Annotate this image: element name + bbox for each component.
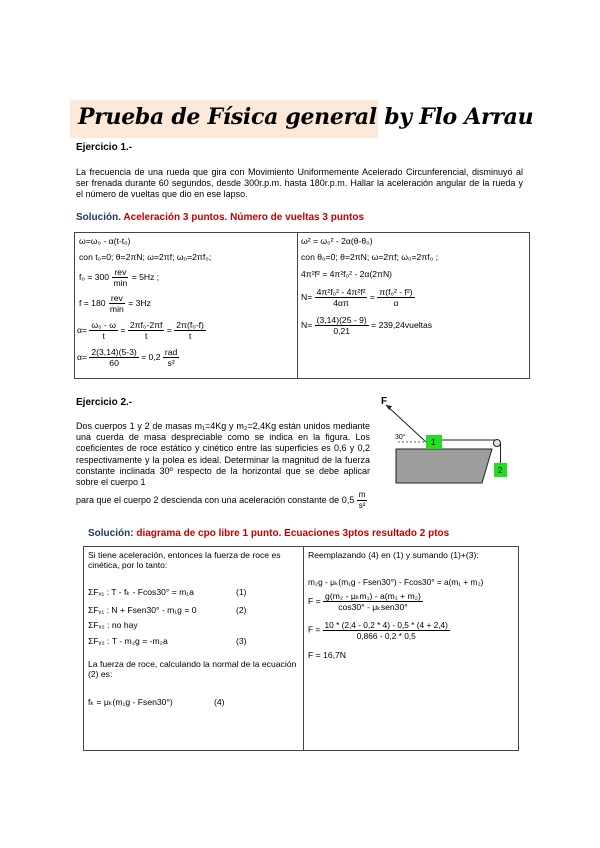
exercise-2-statement: Dos cuerpos 1 y 2 de masas m₁=4Kg y m₂=2,4Kg están unidos mediante una cuerda de masa despreciable como se indica en la figura. Los coeficientes de roce estático y cinético entre las superficies es 0,6 y 0,2 respectivamente y la polea es ideal. Determinar la magnitud de la fuerza constante inclinada 30º respecto de la horizontal que se debe aplicar sobre el cuerpo 1: [76, 421, 370, 488]
eq-number-1: (1): [236, 587, 247, 597]
solution-scoring: diagrama de cpo libre 1 punto. Ecuaciones 3ptos resultado 2 ptos: [136, 528, 450, 539]
eq-number-3: (3): [236, 636, 247, 646]
eq-conditions: con t₀=0; θ=2πN; ω=2πf; ω₀=2πf₀;: [79, 252, 212, 262]
block-2-label: 2: [498, 466, 503, 475]
eq-F-result: F = 16,7N: [308, 650, 346, 660]
exercise-1-statement: La frecuencia de una rueda que gira con Movimiento Uniformemente Acelerado Circunferencial, disminuyó al ser frenada durante 60 segundos, desde 300r.p.m. hasta 180r.p.m. Hallar la aceleración angular de la rueda y el número de vueltas que dio en ese lapso.: [76, 167, 523, 200]
exercise-1-solution-table: [74, 232, 530, 379]
solution-prefix: Solución:: [88, 528, 134, 539]
force-label: F: [381, 396, 388, 407]
solution-prefix: Solución.: [76, 212, 121, 223]
exercise-2-heading: Ejercicio 2.-: [76, 397, 133, 408]
table-divider: [297, 233, 298, 378]
eq-F-symbolic: F = $\frac{\text{g(m₂ - μₖm₁) - a(m₁ + m₂)}}{\text{cos30° - μₖsen30°}}$: [308, 591, 421, 612]
eq-number-2: (2): [236, 605, 247, 615]
force-vector: [386, 405, 426, 442]
eq-sum-fy2: ΣFᵧ₂ : T - m₂g = -m₂a: [88, 636, 168, 646]
pulley-figure: [376, 395, 526, 495]
exercise-2-statement-end: para que el cuerpo 2 descienda con una aceleración constante de 0,5 $\frac{m}{\text{s²}}$: [76, 490, 366, 510]
eq-sum-fy1: ΣFᵧ₁ : N + Fsen30° - m₁g = 0: [88, 605, 197, 615]
eq-omega: ω=ω₀ - α(t-t₀): [79, 236, 131, 246]
eq-f0: f₀ = 300 $\frac{\text{rev}}{\min}$ = 5Hz ;: [79, 267, 160, 288]
eq-N-result: N= $\frac{(3,14)(25 - 9)}{0,21}$ = 239,24vueltas: [301, 315, 433, 336]
exercise-2-solution-table: [83, 546, 519, 751]
exercise-2-solution-label: [88, 528, 449, 539]
eq-energy: 4π²f² = 4π²f₀² - 2α(2πN): [301, 269, 393, 279]
angle-label: 30°: [395, 434, 406, 441]
normal-force-text: La fuerza de roce, calculando la normal de la ecuación (2) es:: [88, 659, 297, 679]
exercise-1-solution-label: [76, 212, 364, 223]
eq-conditions-right: con θ₀=0; θ=2πN; ω=2πf; ω₀=2πf₀ ;: [301, 252, 438, 262]
eq-alpha-symbolic: α= $\frac{\text{ω₀ - ω}}{t}$ = $\frac{\text{2πf₀-2πf}}{t}$ = $\frac{\text{2π(f₀-f)}}{t}$: [77, 320, 204, 341]
eq-sum-fx2: ΣFₓ₂ : no hay: [88, 620, 138, 630]
page-title: Prueba de Física general by Flo Arrau: [78, 104, 534, 130]
eq-N-symbolic: N= $\frac{\text{4π²f₀² - 4π²f²}}{4\alpha\pi}$ = $\frac{\text{π(f₀² - f²)}}{\alpha}$: [301, 287, 413, 308]
table-divider: [303, 547, 304, 750]
eq-omega-squared: ω² = ω₀² - 2α(θ-θ₀): [301, 236, 373, 246]
eq-sum-fx1: ΣFₓ₁ : T - fₖ - Fcos30° = m₁a: [88, 587, 194, 597]
solution-scoring: Aceleración 3 puntos. Número de vueltas 3 puntos: [123, 212, 365, 223]
inclined-table: [396, 449, 492, 483]
substitution-intro: Reemplazando (4) en (1) y sumando (1)+(3):: [308, 550, 479, 560]
eq-friction: fₖ = μₖ(m₁g - Fsen30°): [88, 697, 173, 707]
pulley: [494, 440, 501, 447]
eq-f: f = 180 $\frac{\text{rev}}{\min}$ = 3Hz: [79, 293, 151, 314]
eq-combined: m₂g - μₖ(m₁g - Fsen30°) - Fcos30° = a(m₁ + m₂): [308, 577, 484, 587]
exercise-1-heading: Ejercicio 1.-: [76, 142, 133, 153]
block-1-label: 1: [431, 438, 436, 447]
eq-number-4: (4): [214, 697, 225, 707]
eq-alpha-result: α= $\frac{2(3,14)(5-3)}{60}$ = 0,2 $\frac{\text{rad}}{\text{s²}}$: [77, 347, 178, 368]
eq-F-numeric: F = $\frac{10 * (2,4 - 0,2 * 4) - 0,5 * (4 + 2,4)}{0,866 - 0,2 * 0,5}$: [308, 620, 448, 641]
friction-intro: Si tiene aceleración, entonces la fuerza de roce es cinética, por lo tanto:: [88, 550, 281, 570]
